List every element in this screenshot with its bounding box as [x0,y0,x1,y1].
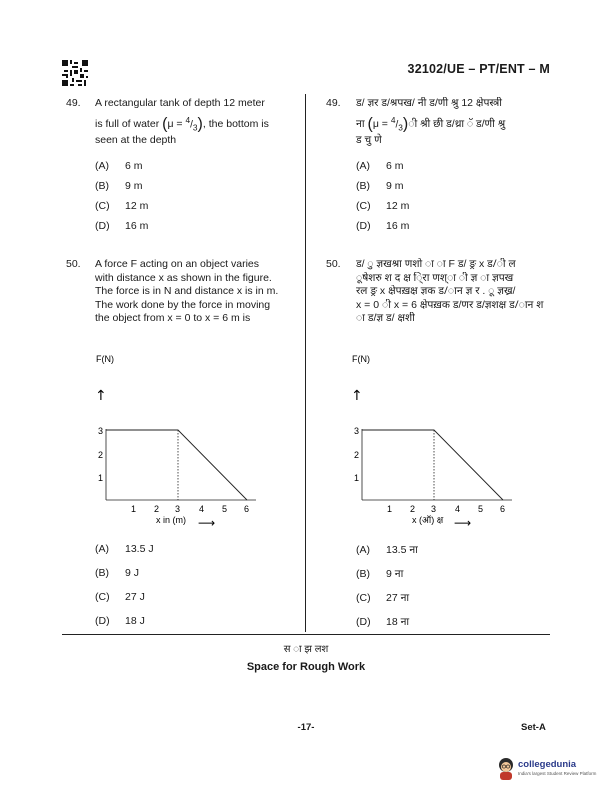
x-axis-label-hindi: x (ऑ) क्ष [412,515,444,525]
q49-option-c[interactable]: (C) 12 m [95,200,149,212]
rough-work-hindi: स ा झ लश [283,644,329,655]
column-divider [305,94,306,632]
x-axis-label: x in (m) [156,515,186,525]
q50-option-d[interactable]: (D) 18 J [95,615,145,627]
q49-line3: seen at the depth [95,134,177,147]
x-tick-2: 2 [154,504,160,514]
y-tick-3: 3 [98,426,104,436]
q50-option-b[interactable]: (B) 9 J [95,567,140,579]
x-tick-5-hindi: 5 [478,504,484,514]
q49-option-a[interactable]: (A) 6 m [95,160,143,172]
force-curve-hindi [362,430,503,500]
brand-name: collegedunia [518,759,577,770]
q49-number: 49. [66,97,81,109]
y-axis-arrow-hindi: ↑ [351,388,363,404]
bottom-rule [62,634,550,635]
q50-question: A force F acting on an object varies with distance x as shown in the figure. The force is in N and distance x is in m. The work done by the force in moving the object from x = 0 to x = 6 m is [95,258,279,324]
y-axis-arrow: ↑ [95,388,107,404]
q49-option-b[interactable]: (B) 9 m [95,180,143,192]
force-distance-graph-left [90,350,270,540]
x-axis-arrow-hindi: ⟶ [454,516,472,530]
force-curve [106,430,247,500]
q49-option-a-hindi[interactable]: (A) 6 m [356,160,404,172]
y-tick-3-hindi: 3 [354,426,360,436]
x-tick-3-hindi: 3 [431,504,437,514]
x-tick-5: 5 [222,504,228,514]
x-tick-2-hindi: 2 [410,504,416,514]
y-tick-1-hindi: 1 [354,473,360,483]
x-tick-1-hindi: 1 [387,504,393,514]
x-tick-6: 6 [244,504,250,514]
mascot-icon [496,756,516,780]
y-tick-1: 1 [98,473,104,483]
q49-line2: is full of water $(\mu = ^4/_3)$, the bottom is [95,114,269,133]
x-axis-arrow: ⟶ [198,516,216,530]
q50-option-a-hindi[interactable]: (A) 13.5 ना [356,544,418,556]
x-tick-3: 3 [175,504,181,514]
q49-option-d[interactable]: (D) 16 m [95,220,149,232]
q50-option-d-hindi[interactable]: (D) 18 ना [356,616,410,628]
q49-option-b-hindi[interactable]: (B) 9 m [356,180,404,192]
q50-option-a[interactable]: (A) 13.5 J [95,543,154,555]
q49-option-c-hindi[interactable]: (C) 12 m [356,200,410,212]
qr-code [62,60,88,86]
x-tick-1: 1 [131,504,137,514]
force-distance-graph-right [346,350,526,540]
q49-number-hindi: 49. [326,97,341,109]
y-axis-label: F(N) [96,354,114,364]
y-tick-2: 2 [98,450,104,460]
x-tick-4-hindi: 4 [455,504,461,514]
q49-option-d-hindi[interactable]: (D) 16 m [356,220,410,232]
y-axis-label-hindi: F(N) [352,354,370,364]
q49-question [95,97,300,148]
set-label: Set-A [521,722,546,733]
brand-tagline: India's largest Student Review Platform [518,771,597,776]
y-tick-2-hindi: 2 [354,450,360,460]
x-tick-6-hindi: 6 [500,504,506,514]
rough-work-label: Space for Rough Work [246,661,366,673]
q49-line1: A rectangular tank of depth 12 meter [95,97,265,109]
q50-number-hindi: 50. [326,258,341,270]
q49-question-hindi: ड/ ज्ञर ड/श्रपख/ नी ड/णी श्रु 12 क्षेपस्त्री ना $(\mu = ^4/_3)ी$ श्री छी ड/थ्रा ॅ ड/णी श्रु ड चु णे [356,97,506,147]
q50-option-c[interactable]: (C) 27 J [95,591,145,603]
q50-number: 50. [66,258,81,270]
collegedunia-logo [496,756,597,786]
x-tick-4: 4 [199,504,205,514]
q50-option-b-hindi[interactable]: (B) 9 ना [356,568,404,580]
page-number: -17- [297,722,315,733]
paper-code: 32102/UE – PT/ENT – M [407,62,550,76]
q50-question-hindi: ड/ ु ज्ञखश्रा णशो ा ा F ड/ ङ्र x ड/ी ल ूषेशरु श द क्ष ि्रा णश्ा ी ज्ञ ा ज्ञपख रल ङ्र x क्षेपख़क्ष ज्ञक ड/ान ज्ञ र . ू ज्ञख्र/ x = 0 ी x = 6 क्षेपख़क ड/णर ड/ज्ञशक्ष ड/ान श ा ड/ज्ञ ड/ क्षशी [356,258,544,324]
q50-option-c-hindi[interactable]: (C) 27 ना [356,592,410,604]
